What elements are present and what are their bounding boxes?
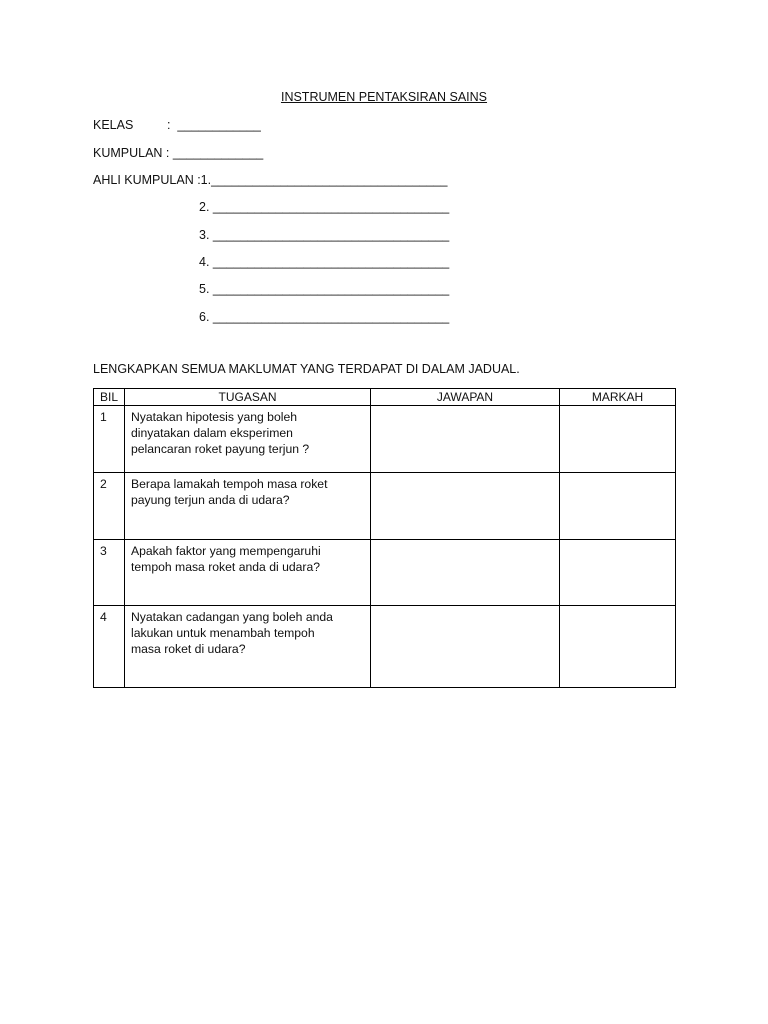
tugasan-line: tempoh masa roket anda di udara? bbox=[131, 560, 321, 574]
tugasan-cell bbox=[125, 406, 371, 473]
jawapan-cell[interactable] bbox=[371, 606, 560, 688]
tugasan-line: dinyatakan dalam eksperimen bbox=[131, 426, 293, 440]
markah-cell[interactable] bbox=[560, 540, 676, 606]
tugasan-line: pelancaran roket payung terjun ? bbox=[131, 442, 310, 456]
bil-cell: 2 bbox=[94, 473, 125, 540]
header-bil: BIL bbox=[94, 389, 125, 406]
header-markah: MARKAH bbox=[560, 389, 676, 406]
bil-cell: 1 bbox=[94, 406, 125, 473]
tugasan-cell bbox=[125, 473, 371, 540]
markah-cell[interactable] bbox=[560, 606, 676, 688]
kelas-label: KELAS bbox=[93, 118, 134, 132]
markah-cell[interactable] bbox=[560, 473, 676, 540]
table-row bbox=[94, 473, 676, 540]
member-field-5[interactable]: 5. __________________________________ bbox=[199, 282, 450, 296]
jawapan-cell[interactable] bbox=[371, 540, 560, 606]
tugasan-cell bbox=[125, 606, 371, 688]
table-row bbox=[94, 606, 676, 688]
page-title: INSTRUMEN PENTAKSIRAN SAINS bbox=[280, 90, 488, 104]
ahli-kumpulan-field[interactable]: AHLI KUMPULAN :1.__________________________________ bbox=[93, 173, 448, 187]
member-field-4[interactable]: 4. __________________________________ bbox=[199, 255, 450, 269]
table-row bbox=[94, 540, 676, 606]
tugasan-cell bbox=[125, 540, 371, 606]
member-field-6[interactable]: 6. __________________________________ bbox=[199, 310, 450, 324]
tugasan-line: payung terjun anda di udara? bbox=[131, 493, 290, 507]
jawapan-cell[interactable] bbox=[371, 473, 560, 540]
markah-cell[interactable] bbox=[560, 406, 676, 473]
assessment-table bbox=[93, 388, 676, 688]
tugasan-line: Nyatakan hipotesis yang boleh bbox=[131, 410, 297, 424]
member-field-2[interactable]: 2. __________________________________ bbox=[199, 200, 450, 214]
header-tugasan: TUGASAN bbox=[125, 389, 371, 406]
instruction-text: LENGKAPKAN SEMUA MAKLUMAT YANG TERDAPAT DI DALAM JADUAL. bbox=[93, 362, 520, 376]
jawapan-cell[interactable] bbox=[371, 406, 560, 473]
kelas-field[interactable]: : ____________ bbox=[167, 118, 261, 132]
tugasan-line: Berapa lamakah tempoh masa roket bbox=[131, 477, 328, 491]
tugasan-line: Apakah faktor yang mempengaruhi bbox=[131, 544, 321, 558]
table-header-row bbox=[94, 389, 676, 406]
member-field-3[interactable]: 3. __________________________________ bbox=[199, 228, 450, 242]
tugasan-line: masa roket di udara? bbox=[131, 642, 246, 656]
kumpulan-field[interactable]: KUMPULAN : _____________ bbox=[93, 146, 264, 160]
header-jawapan: JAWAPAN bbox=[371, 389, 560, 406]
table-row bbox=[94, 406, 676, 473]
bil-cell: 3 bbox=[94, 540, 125, 606]
tugasan-line: lakukan untuk menambah tempoh bbox=[131, 626, 315, 640]
tugasan-line: Nyatakan cadangan yang boleh anda bbox=[131, 610, 333, 624]
bil-cell: 4 bbox=[94, 606, 125, 688]
